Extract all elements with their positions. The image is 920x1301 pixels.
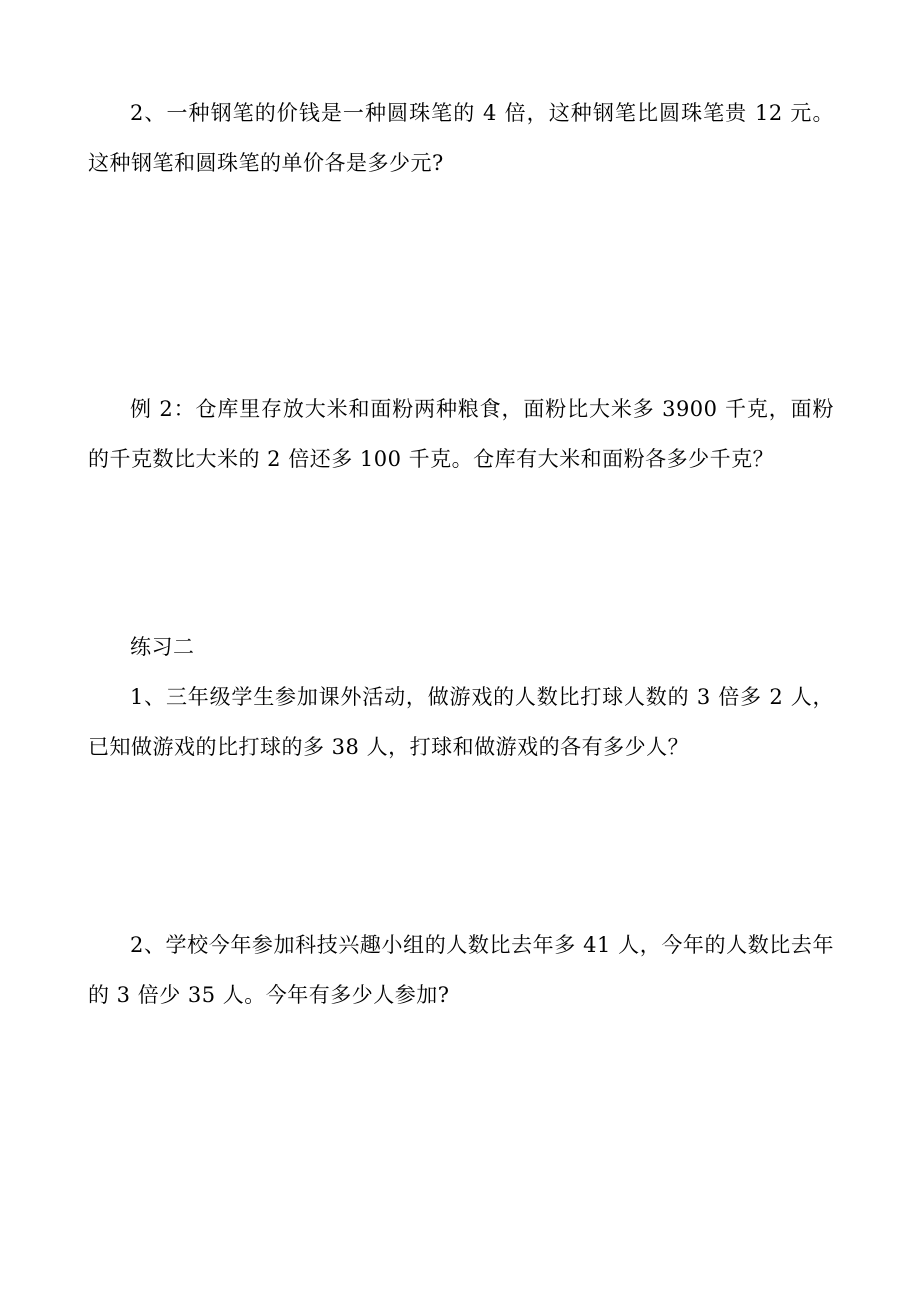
exercise-2-problem-1: 1、三年级学生参加课外活动，做游戏的人数比打球人数的 3 倍多 2 人，已知做游戏的比打球的多 38 人，打球和做游戏的各有多少人？ xyxy=(88,685,834,759)
example-2-rice-flour: 例 2：仓库里存放大米和面粉两种粮食，面粉比大米多 3900 千克，面粉的千克数比大米的 2 倍还多 100 千克。仓库有大米和面粉各多少千克？ xyxy=(88,397,834,471)
exercise-2-problem-2: 2、学校今年参加科技兴趣小组的人数比去年多 41 人，今年的人数比去年的 3 倍少 35 人。今年有多少人参加? xyxy=(88,933,834,1007)
problem-2-pen-price: 2、一种钢笔的价钱是一种圆珠笔的 4 倍，这种钢笔比圆珠笔贵 12 元。这种钢笔和圆珠笔的单价各是多少元? xyxy=(88,101,834,175)
section-heading-exercise-2: 练习二 xyxy=(130,635,195,659)
